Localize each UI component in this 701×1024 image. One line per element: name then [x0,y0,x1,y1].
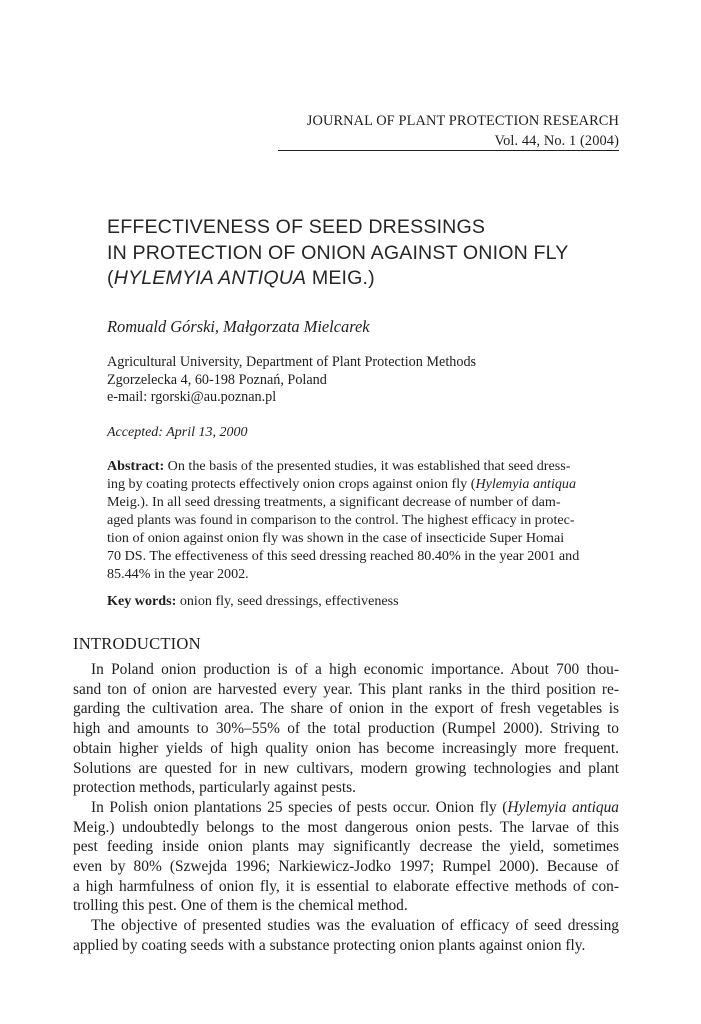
introduction-heading: INTRODUCTION [73,634,201,653]
body-line: garding the cultivation area. The share of onion in the export of fresh vegetables is [73,700,619,718]
body-line: sand ton of onion are harvested every year. This plant ranks in the third position re- [73,680,619,698]
title-paren-open: ( [107,267,114,289]
affiliation [107,354,476,407]
body-line: In Polish onion plantations 25 species of pests occur. Onion fly (Hylemyia antiqua [91,798,619,816]
body-line: even by 80% (Szwejda 1996; Narkiewicz-Jodko 1997; Rumpel 2000). Because of [73,858,619,876]
body-line: applied by coating seeds with a substance protecting onion plants against onion fly. [73,936,586,954]
abstract-line: tion of onion against onion fly was shown in the case of insecticide Super Homai [107,530,565,546]
journal-volume: Vol. 44, No. 1 (2004) [278,132,619,151]
accepted-date: Accepted: April 13, 2000 [107,425,248,440]
body-line: pest feeding inside onion plants may significantly decrease the yield, sometimes [73,838,619,856]
body-line: Meig.) undoubtedly belongs to the most dangerous onion pests. The larvae of this [73,818,619,836]
body-line: a high harmfulness of onion fly, it is essential to elaborate effective methods of con- [73,877,619,895]
abstract [107,457,619,583]
body-line: protection methods, particularly against pests. [73,779,356,797]
introduction-body [73,660,619,956]
title-line-2: IN PROTECTION OF ONION AGAINST ONION FLY [107,241,569,264]
abstract-species: Hylemyia antiqua [475,476,577,492]
abstract-line: Meig.). In all seed dressing treatments, a significant decrease of number of dam- [107,494,561,510]
keywords [107,592,399,610]
journal-name: JOURNAL OF PLANT PROTECTION RESEARCH [306,113,619,129]
body-line: high and amounts to 30%–55% of the total production (Rumpel 2000). Striving to [73,720,619,738]
body-line: Solutions are quested for in new cultivars, modern growing technologies and plant [73,759,619,777]
body-line: The objective of presented studies was the evaluation of efficacy of seed dressing [91,917,619,935]
keywords-label: Key words: [107,593,177,609]
body-line: In Poland onion production is of a high economic importance. About 700 thou- [91,661,619,678]
body-species: Hylemyia antiqua [507,798,619,816]
abstract-line: 70 DS. The effectiveness of this seed dressing reached 80.40% in the year 2001 and [107,548,580,564]
keywords-text: onion fly, seed dressings, effectiveness [176,593,399,609]
abstract-label: Abstract: [107,458,165,474]
body-line: obtain higher yields of high quality onion has become increasingly more frequent. [73,739,619,757]
affiliation-address: Zgorzelecka 4, 60-198 Poznań, Poland [107,371,327,388]
paper-title [107,215,647,292]
abstract-line: aged plants was found in comparison to the control. The highest efficacy in protec- [107,512,575,528]
title-paren-close: MEIG.) [306,267,375,289]
title-species: HYLEMYIA ANTIQUA [113,267,307,289]
authors: Romuald Górski, Małgorzata Mielcarek [107,317,370,336]
abstract-line: ing by coating protects effectively onion crops against onion fly (Hylemyia antiqua [107,476,577,492]
journal-header [278,112,619,151]
title-line-3 [107,266,647,292]
affiliation-institution: Agricultural University, Department of Plant Protection Methods [107,354,477,370]
body-line: trolling this pest. One of them is the chemical method. [73,897,408,915]
title-line-1: EFFECTIVENESS OF SEED DRESSINGS [107,216,486,238]
abstract-line: 85.44% in the year 2002. [107,566,249,582]
affiliation-email: e-mail: rgorski@au.poznan.pl [107,389,277,405]
abstract-line: Abstract: On the basis of the presented studies, it was established that seed dress- [107,458,571,474]
